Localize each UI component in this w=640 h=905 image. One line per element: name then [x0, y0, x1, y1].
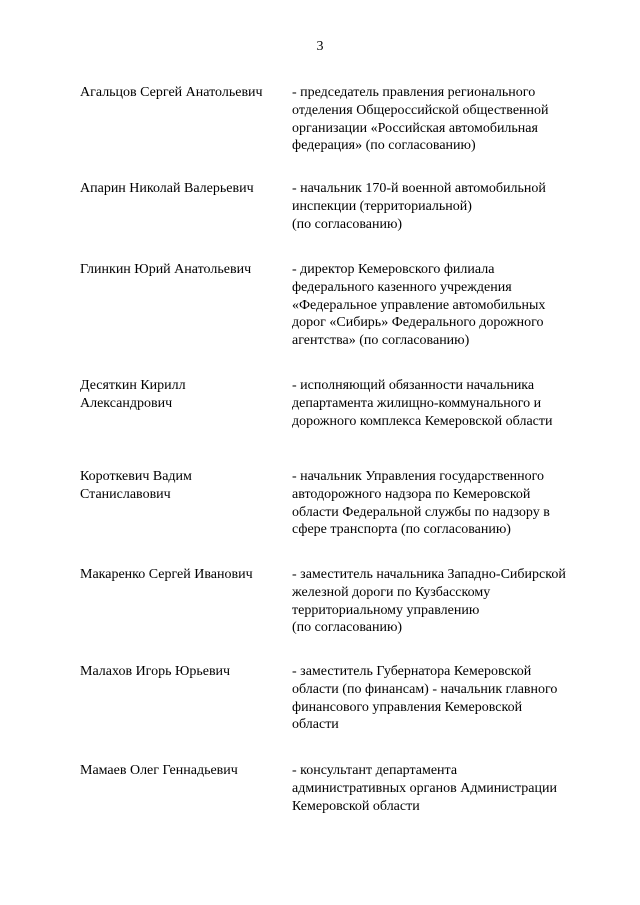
member-role: - начальник 170-й военной автомобильной инспекции (территориальной) (по согласованию)	[292, 181, 546, 232]
member-name: Апарин Николай Валерьевич	[80, 181, 254, 196]
member-name: Малахов Игорь Юрьевич	[80, 664, 231, 679]
member-name: Десяткин Кирилл Александрович	[80, 378, 186, 411]
member-role: - директор Кемеровского филиала федерального казенного учреждения «Федеральное управление автомобильных дорог «Сибирь» Федерального дорожного агентства» (по согласованию)	[292, 262, 546, 349]
member-name: Мамаев Олег Геннадьевич	[80, 763, 238, 778]
page-number: 3	[316, 39, 324, 54]
member-role: - исполняющий обязанности начальника департамента жилищно-коммунального и дорожного комплекса Кемеровской области	[292, 378, 553, 429]
member-name: Агальцов Сергей Анатольевич	[80, 85, 263, 100]
member-role: - заместитель начальника Западно-Сибирской железной дороги по Кузбасскому территориальному управлению (по согласованию)	[292, 567, 566, 636]
member-name: Глинкин Юрий Анатольевич	[80, 262, 252, 277]
member-role: - председатель правления регионального отделения Общероссийской общественной организации «Российская автомобильная федерация» (по согласованию)	[292, 85, 549, 154]
member-name: Короткевич Вадим Станиславович	[80, 469, 192, 502]
member-role: - консультант департамента административных органов Администрации Кемеровской области	[292, 763, 557, 814]
member-role: - заместитель Губернатора Кемеровской области (по финансам) - начальник главного финансового управления Кемеровской области	[292, 664, 558, 733]
member-role: - начальник Управления государственного автодорожного надзора по Кемеровской области Федеральной службы по надзору в сфере транспорта (по согласованию)	[292, 469, 550, 538]
member-name: Макаренко Сергей Иванович	[80, 567, 253, 582]
